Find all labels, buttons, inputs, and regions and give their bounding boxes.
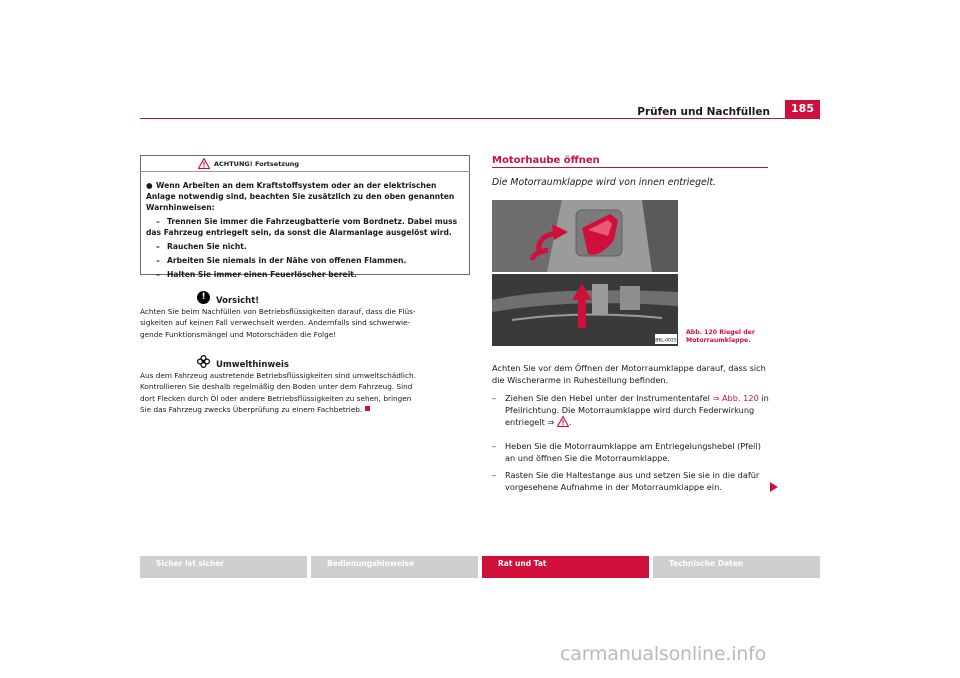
warning-bullet-line-3: Warnhinweisen:	[146, 203, 215, 212]
environment-line-2: Kontrollieren Sie deshalb regelmäßig den Boden unter dem Fahrzeug. Sind	[140, 382, 413, 392]
caution-line-2: sigkeiten auf keinen Fall verwechselt werden. Andernfalls sind schwerwie-	[140, 318, 411, 328]
page-number: 185	[785, 100, 820, 118]
warning-item-3	[156, 255, 471, 269]
warning-item-2	[156, 241, 471, 255]
caution-line-1: Achten Sie beim Nachfüllen von Betriebsflüssigkeiten darauf, dass die Flüs-	[140, 307, 416, 316]
dash-icon: –	[156, 270, 160, 279]
environment-line-4	[140, 404, 472, 415]
environment-title: Umwelthinweis	[216, 360, 289, 370]
bullet-dot-icon: ●	[146, 181, 153, 190]
warning-content	[146, 180, 468, 283]
section-end-square-icon	[365, 406, 370, 411]
warning-item-1-line-1: Trennen Sie immer die Fahrzeugbatterie vom Bordnetz. Dabei muss	[167, 217, 458, 226]
environment-line-1: Aus dem Fahrzeug austretende Betriebsflüssigkeiten sind umweltschädlich.	[140, 371, 416, 380]
intro-line-2: die Wischerarme in Ruhestellung befinden.	[492, 375, 669, 385]
step-1-line-1: Ziehen Sie den Hebel unter der Instrumententafel	[505, 393, 713, 403]
step-3-line-1: Rasten Sie die Haltestange aus und setzen Sie sie in die dafür	[505, 470, 760, 480]
step-1-line-2: Pfeilrichtung. Die Motorraumklappe wird durch Federwirkung	[505, 405, 755, 415]
section-title-rule	[492, 167, 768, 168]
figure-caption-line-2: Motorraumklappe.	[686, 336, 751, 344]
warning-item-1-line-2: das Fahrzeug entriegelt sein, da sonst die Alarmanlage ausgelöst wird.	[146, 228, 452, 237]
tab-sicher-ist-sicher[interactable]: Sicher ist sicher	[140, 556, 307, 578]
step-1	[492, 392, 782, 428]
warning-item-2-text: Rauchen Sie nicht.	[167, 242, 247, 251]
step-2-text	[505, 440, 783, 464]
caution-text	[140, 306, 472, 340]
caution-title: Vorsicht!	[216, 296, 260, 306]
step-1-text: Ziehen Sie den Hebel unter der Instrumententafel ⇒ Abb. 120 in Pfeilrichtung. Die Motorraumklappe wird durch Federwirkung entriegelt ⇒ .	[505, 392, 783, 428]
step-1-line-3: entriegelt ⇒	[505, 417, 555, 427]
step-2-line-1: Heben Sie die Motorraumklappe am Entriegelungshebel (Pfeil)	[505, 441, 761, 451]
warning-triangle-icon	[198, 158, 210, 169]
warning-item-1	[156, 216, 471, 227]
environment-flower-icon	[197, 355, 210, 368]
section-title: Motorhaube öffnen	[492, 155, 600, 166]
tab-rat-und-tat[interactable]: Rat und Tat	[482, 556, 649, 578]
dash-icon: –	[156, 217, 160, 226]
figure-hood-release	[492, 200, 678, 346]
warning-item-4-text: Halten Sie immer einen Feuerlöscher bereit.	[167, 270, 357, 279]
header-rule	[140, 118, 820, 119]
dash-icon: –	[156, 256, 160, 265]
environment-text	[140, 370, 472, 416]
figure-caption	[686, 329, 755, 344]
step-1-line-1-end: in	[758, 393, 769, 403]
tab-bedienungshinweise[interactable]: Bedienungshinweise	[311, 556, 478, 578]
dash-icon: –	[492, 441, 497, 451]
environment-line-3: dort Flecken durch Öl oder andere Betriebsflüssigkeiten zu sehen, bringen	[140, 393, 412, 403]
step-2	[492, 440, 782, 464]
warning-bullet-line-2: Anlage notwendig sind, beachten Sie zusätzlich zu den oben genannten	[146, 192, 455, 201]
step-3-line-2: vorgesehene Aufnahme in der Motorraumklappe ein.	[505, 482, 722, 492]
dash-icon: –	[492, 470, 497, 480]
tab-technische-daten[interactable]: Technische Daten	[653, 556, 820, 578]
step-2-line-2: an und öffnen Sie die Motorraumklappe.	[505, 453, 671, 463]
warning-bullet-line-1: Wenn Arbeiten an dem Kraftstoffsystem oder an der elektrischen	[156, 181, 437, 190]
warning-item-3-text: Arbeiten Sie niemals in der Nähe von offenen Flammen.	[167, 256, 407, 265]
warning-title: ACHTUNG! Fortsetzung	[214, 160, 299, 168]
environment-line-4-text: Sie das Fahrzeug zwecks Überprüfung zu einem Fachbetrieb.	[140, 405, 363, 415]
step-3-text	[505, 469, 783, 493]
warning-bullet	[146, 180, 468, 191]
warning-item-4	[156, 269, 471, 283]
figure-reference-link[interactable]: ⇒ Abb. 120	[712, 393, 759, 403]
caution-line-3: gende Funktionsmängel und Motorschäden die Folge!	[140, 329, 337, 339]
watermark: carmanualsonline.info	[560, 643, 767, 665]
continue-arrow-icon	[770, 482, 778, 492]
running-header-title: Prüfen und Nachfüllen	[637, 106, 770, 118]
intro-line-1: Achten Sie vor dem Öffnen der Motorraumklappe darauf, dass sich	[492, 363, 766, 373]
caution-icon: !	[197, 291, 210, 304]
warning-triangle-icon	[557, 416, 569, 427]
dash-icon: –	[492, 393, 497, 403]
section-subtitle: Die Motorraumklappe wird von innen entriegelt.	[492, 177, 716, 188]
warning-box-header	[140, 155, 470, 172]
figure-code: B6L-0025	[655, 338, 677, 344]
dash-icon: –	[156, 242, 160, 251]
figure-caption-line-1: Abb. 120 Riegel der	[686, 329, 755, 336]
step-3	[492, 469, 782, 493]
intro-paragraph	[492, 362, 777, 386]
